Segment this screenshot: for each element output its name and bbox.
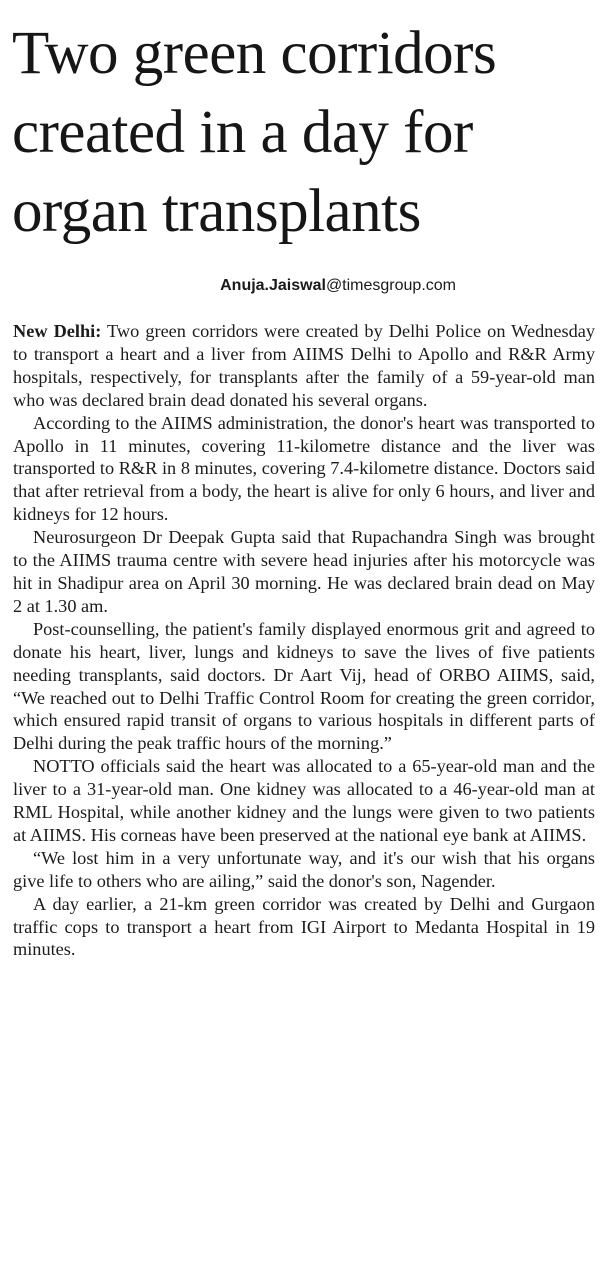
byline (220, 276, 456, 296)
byline-domain: @timesgroup.com (325, 277, 456, 294)
dateline: New Delhi: (13, 321, 102, 341)
paragraph-1 (13, 320, 595, 412)
byline-author: Anuja.Jaiswal (220, 277, 326, 294)
paragraph-6: “We lost him in a very unfortunate way, and it's our wish that his organs give life to others who are ailing,” said the donor's son, Nagender. (13, 847, 595, 891)
paragraph-2: According to the AIIMS administration, the donor's heart was transported to Apollo in 11 minutes, covering 11-kilometre distance and the liver was transported to R&R in 8 minutes, covering 7.4-kilometre distance. Doctors said that after retrieval from a body, the heart is alive for only 6 hours, and liver and kidneys for 12 hours. (13, 412, 595, 525)
paragraph-4: Post-counselling, the patient's family displayed enormous grit and agreed to donate his heart, liver, lungs and kidneys to save the lives of five patients needing transplants, said doctors. Dr Aart Vij, head of ORBO AIIMS, said, “We reached out to Delhi Traffic Control Room for creating the green corridor, which ensured rapid transit of organs to various hospitals in different parts of Delhi during the peak traffic hours of the morning.” (13, 618, 595, 754)
paragraph-1-text: Two green corridors were created by Delhi Police on Wednesday to transport a heart and a liver from AIIMS Delhi to Apollo and R&R Army hospitals, respectively, for transplants after the family of a 59-year-old man who was declared brain dead donated his several organs. (13, 321, 595, 410)
paragraph-7: A day earlier, a 21-km green corridor was created by Delhi and Gurgaon traffic cops to transport a heart from IGI Airport to Medanta Hospital in 19 minutes. (13, 893, 595, 960)
paragraph-5: NOTTO officials said the heart was allocated to a 65-year-old man and the liver to a 31-year-old man. One kidney was allocated to a 46-year-old man at RML Hospital, while another kidney and the lungs were given to two patients at AIIMS. His corneas have been preserved at the national eye bank at AIIMS. (13, 756, 595, 845)
headline: Two green corridors created in a day for organ transplants (12, 20, 497, 245)
article-body (13, 320, 595, 961)
paragraph-3: Neurosurgeon Dr Deepak Gupta said that Rupachandra Singh was brought to the AIIMS trauma centre with severe head injuries after his motorcycle was hit in Shadipur area on April 30 morning. He was declared brain dead on May 2 at 1.30 am. (13, 527, 595, 616)
